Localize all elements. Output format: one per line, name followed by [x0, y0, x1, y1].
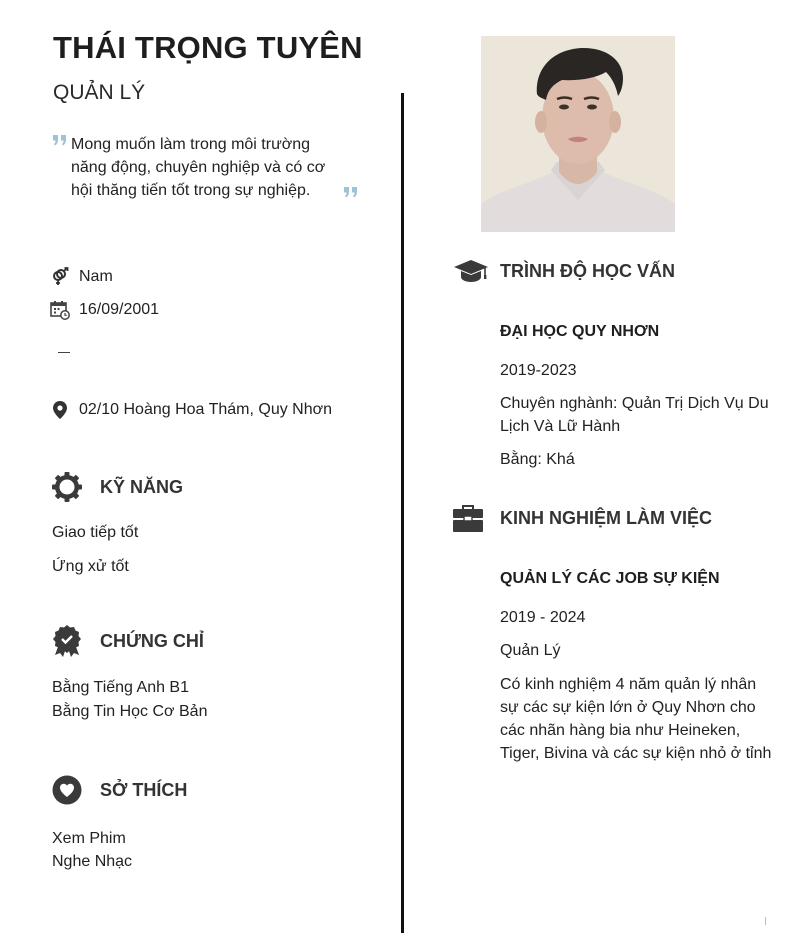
job-period: 2019 - 2024: [500, 609, 586, 626]
candidate-name: THÁI TRỌNG TUYÊN: [53, 30, 363, 65]
briefcase-icon: [452, 502, 484, 534]
certificates-heading: [51, 625, 204, 657]
skill-item: Giao tiếp tốt: [52, 524, 139, 541]
page-mark: [765, 917, 766, 925]
calendar-icon: [49, 299, 71, 321]
hobbies-title: SỞ THÍCH: [100, 779, 188, 800]
experience-title: KINH NGHIỆM LÀM VIỆC: [500, 507, 713, 528]
school-name: ĐẠI HỌC QUY NHƠN: [500, 323, 660, 340]
gender-value: Nam: [79, 268, 113, 285]
certificate-item: Bằng Tin Học Cơ Bản: [52, 703, 208, 720]
gear-icon: [51, 471, 83, 503]
heart-icon: [51, 774, 83, 806]
job-position: Quản Lý: [500, 642, 561, 659]
hobby-item: Xem Phim: [52, 830, 126, 847]
job-title: QUẢN LÝ CÁC JOB SỰ KIỆN: [500, 570, 720, 587]
skills-heading: [51, 471, 183, 503]
info-address: [49, 399, 332, 421]
education-title: TRÌNH ĐỘ HỌC VẤN: [500, 260, 675, 281]
info-birthday: [49, 299, 159, 321]
certificates-title: CHỨNG CHỈ: [100, 630, 204, 651]
profile-photo: [481, 36, 675, 232]
education-major: Chuyên nghành: Quản Trị Dịch Vụ Du Lịch Và Lữ Hành: [500, 395, 769, 435]
career-objective: Mong muốn làm trong môi trường năng động, chuyên nghiệp và có cơ hội thăng tiến tốt trong sự nghiệp.: [71, 136, 326, 199]
address-value: 02/10 Hoàng Hoa Thám, Quy Nhơn: [79, 401, 333, 418]
gender-icon: [49, 266, 71, 288]
education-grade: Bằng: Khá: [500, 451, 575, 468]
education-heading: [453, 255, 675, 287]
quote-open-icon: [52, 133, 68, 151]
skills-title: KỸ NĂNG: [100, 476, 184, 497]
certificate-item: Bằng Tiếng Anh B1: [52, 679, 189, 696]
skill-item: Ứng xử tốt: [52, 558, 129, 575]
hobbies-heading: [51, 774, 187, 806]
education-period: 2019-2023: [500, 362, 577, 379]
award-icon: [51, 625, 83, 657]
column-divider: [401, 93, 404, 933]
hobby-item: Nghe Nhạc: [52, 853, 133, 870]
experience-heading: [452, 502, 712, 534]
birthday-value: 16/09/2001: [79, 301, 160, 318]
info-gender: [49, 266, 113, 288]
phone-placeholder-mark: [58, 352, 70, 353]
map-marker-icon: [49, 399, 71, 421]
quote-close-icon: [343, 185, 359, 203]
candidate-role: QUẢN LÝ: [53, 81, 146, 104]
graduation-cap-icon: [453, 255, 489, 287]
job-description: Có kinh nghiệm 4 năm quản lý nhân sự các sự kiện lớn ở Quy Nhơn cho các nhãn hàng bia như Heineken, Tiger, Bivina và các sự kiện nhỏ ở tỉnh: [500, 676, 772, 762]
